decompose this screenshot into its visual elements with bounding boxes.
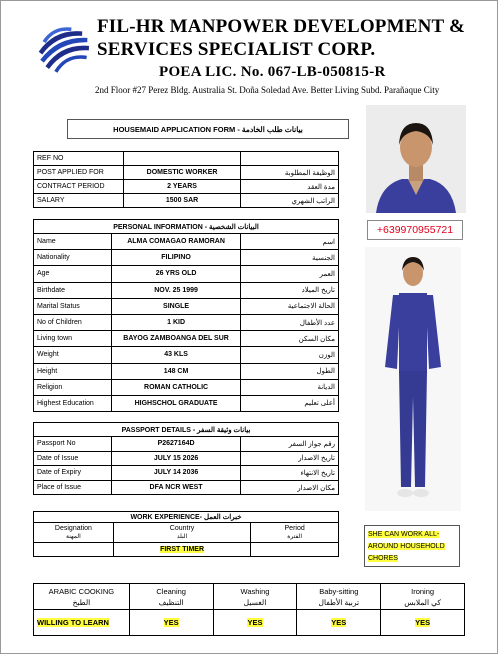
passport-arabic-label: تاريخ الانتهاء [241, 466, 339, 481]
personal-label: Birthdate [34, 282, 112, 298]
job-label: CONTRACT PERIOD [34, 180, 124, 194]
job-value: 1500 SAR [123, 194, 241, 208]
personal-arabic-label: الحالة الاجتماعية [241, 298, 339, 314]
passport-label: Date of Expiry [34, 466, 112, 481]
poea-license: POEA LIC. No. 067-LB-050815-R [159, 64, 386, 80]
personal-value: BAYOG ZAMBOANGA DEL SUR [111, 331, 241, 347]
skill-name-arabic: التنظيف [158, 597, 184, 607]
company-logo-icon [35, 19, 91, 75]
skill-value-text: YES [163, 618, 179, 627]
personal-value: ROMAN CATHOLIC [111, 379, 241, 395]
skill-name: Baby-sitting [319, 586, 359, 596]
personal-arabic-label: عدد الأطفال [241, 314, 339, 330]
company-address: 2nd Floor #27 Perez Bldg. Australia St. Doña Soledad Ave. Better Living Subd. Parañaque City [95, 85, 440, 95]
passport-value: JULY 14 2036 [111, 466, 241, 481]
passport-row [34, 451, 339, 466]
personal-arabic-label: الديانة [241, 379, 339, 395]
personal-label: Age [34, 266, 112, 282]
passport-row [34, 466, 339, 481]
skill-name: Ironing [411, 586, 435, 596]
skill-value [381, 610, 465, 636]
personal-label: Marital Status [34, 298, 112, 314]
passport-row [34, 480, 339, 495]
personal-value: 1 KID [111, 314, 241, 330]
skill-name: Washing [240, 586, 270, 596]
personal-value: SINGLE [111, 298, 241, 314]
job-row [34, 194, 339, 208]
job-row [34, 152, 339, 166]
skill-name: Cleaning [156, 586, 186, 596]
personal-label: Nationality [34, 250, 112, 266]
personal-value: 26 YRS OLD [111, 266, 241, 282]
job-row [34, 180, 339, 194]
work-experience-table [33, 511, 339, 557]
personal-value: NOV. 25 1999 [111, 282, 241, 298]
personal-value: 148 CM [111, 363, 241, 379]
job-label: REF NO [34, 152, 124, 166]
personal-row [34, 331, 339, 347]
passport-value: DFA NCR WEST [111, 480, 241, 495]
passport-label: Passport No [34, 437, 112, 452]
skill-name: ARABIC COOKING [48, 586, 115, 596]
work-experience-value: FIRST TIMER [113, 543, 250, 557]
personal-arabic-label: تاريخ الميلاد [241, 282, 339, 298]
applicant-portrait-photo [366, 105, 466, 213]
skill-value [297, 610, 381, 636]
skill-header [213, 584, 297, 610]
passport-arabic-label: رقم جواز السفر [241, 437, 339, 452]
skill-header [297, 584, 381, 610]
work-experience-header: WORK EXPERIENCE- خبرات العمل [34, 512, 339, 523]
passport-value: JULY 15 2026 [111, 451, 241, 466]
job-arabic-label [241, 152, 339, 166]
skill-value [129, 610, 213, 636]
personal-row [34, 298, 339, 314]
skill-header [34, 584, 130, 610]
job-label: SALARY [34, 194, 124, 208]
applicant-full-body-photo [365, 247, 461, 511]
skill-name-arabic: الطبخ [72, 597, 91, 607]
passport-label: Date of Issue [34, 451, 112, 466]
personal-row [34, 363, 339, 379]
job-table [33, 151, 339, 208]
personal-row [34, 347, 339, 363]
passport-arabic-label: تاريخ الاصدار [241, 451, 339, 466]
skills-note: SHE CAN WORK ALL-AROUND HOUSEHOLD CHORES [364, 525, 460, 567]
personal-row [34, 379, 339, 395]
passport-header: PASSPORT DETAILS - بيانات وثيقة السفر [34, 423, 339, 437]
skill-value [34, 610, 130, 636]
skill-value-text: YES [247, 618, 263, 627]
passport-value: P2627164D [111, 437, 241, 452]
job-arabic-label: الوظيفة المطلوبة [241, 166, 339, 180]
personal-value: FILIPINO [111, 250, 241, 266]
passport-arabic-label: مكان الاصدار [241, 480, 339, 495]
personal-arabic-label: الطول [241, 363, 339, 379]
job-value [123, 152, 241, 166]
skills-table [33, 583, 465, 636]
passport-table [33, 422, 339, 495]
personal-arabic-label: مكان السكن [241, 331, 339, 347]
personal-label: Height [34, 363, 112, 379]
personal-arabic-label: الجنسية [241, 250, 339, 266]
period-column: Period الفترة [251, 523, 339, 543]
passport-label: Place of Issue [34, 480, 112, 495]
personal-arabic-label: الوزن [241, 347, 339, 363]
job-value: DOMESTIC WORKER [123, 166, 241, 180]
company-name: FIL-HR MANPOWER DEVELOPMENT & SERVICES SPECIALIST CORP. [97, 16, 466, 60]
designation-column: Designation المهنة [34, 523, 114, 543]
personal-label: Living town [34, 331, 112, 347]
skill-value-text: YES [415, 618, 431, 627]
personal-label: Weight [34, 347, 112, 363]
job-label: POST APPLIED FOR [34, 166, 124, 180]
skill-name-arabic: الغسيل [243, 597, 267, 607]
personal-label: No of Children [34, 314, 112, 330]
personal-label: Religion [34, 379, 112, 395]
job-arabic-label: الراتب الشهري [241, 194, 339, 208]
skill-value-text: YES [331, 618, 347, 627]
skill-header [129, 584, 213, 610]
skill-header [381, 584, 465, 610]
job-arabic-label: مدة العقد [241, 180, 339, 194]
personal-info-header: PERSONAL INFORMATION - البيانات الشخصية [34, 220, 339, 234]
personal-row [34, 395, 339, 411]
phone-number: +639970955721 [367, 220, 463, 240]
personal-arabic-label: اسم [241, 234, 339, 250]
passport-row [34, 437, 339, 452]
personal-label: Name [34, 234, 112, 250]
personal-info-table [33, 219, 339, 412]
skill-name-arabic: تربية الأطفال [318, 597, 360, 607]
personal-value: HIGHSCHOL GRADUATE [111, 395, 241, 411]
personal-row [34, 234, 339, 250]
personal-value: 43 KLS [111, 347, 241, 363]
personal-arabic-label: أعلى تعليم [241, 395, 339, 411]
skill-value-text: WILLING TO LEARN [37, 618, 109, 627]
country-column: Country البلد [113, 523, 250, 543]
personal-row [34, 314, 339, 330]
personal-row [34, 250, 339, 266]
form-title: HOUSEMAID APPLICATION FORM - بيانات طلب الخادمة [67, 119, 349, 139]
personal-row [34, 266, 339, 282]
personal-label: Highest Education [34, 395, 112, 411]
job-value: 2 YEARS [123, 180, 241, 194]
skill-value [213, 610, 297, 636]
personal-row [34, 282, 339, 298]
personal-arabic-label: العمر [241, 266, 339, 282]
skill-name-arabic: كي الملابس [404, 597, 441, 607]
job-row [34, 166, 339, 180]
personal-value: ALMA COMAGAO RAMORAN [111, 234, 241, 250]
